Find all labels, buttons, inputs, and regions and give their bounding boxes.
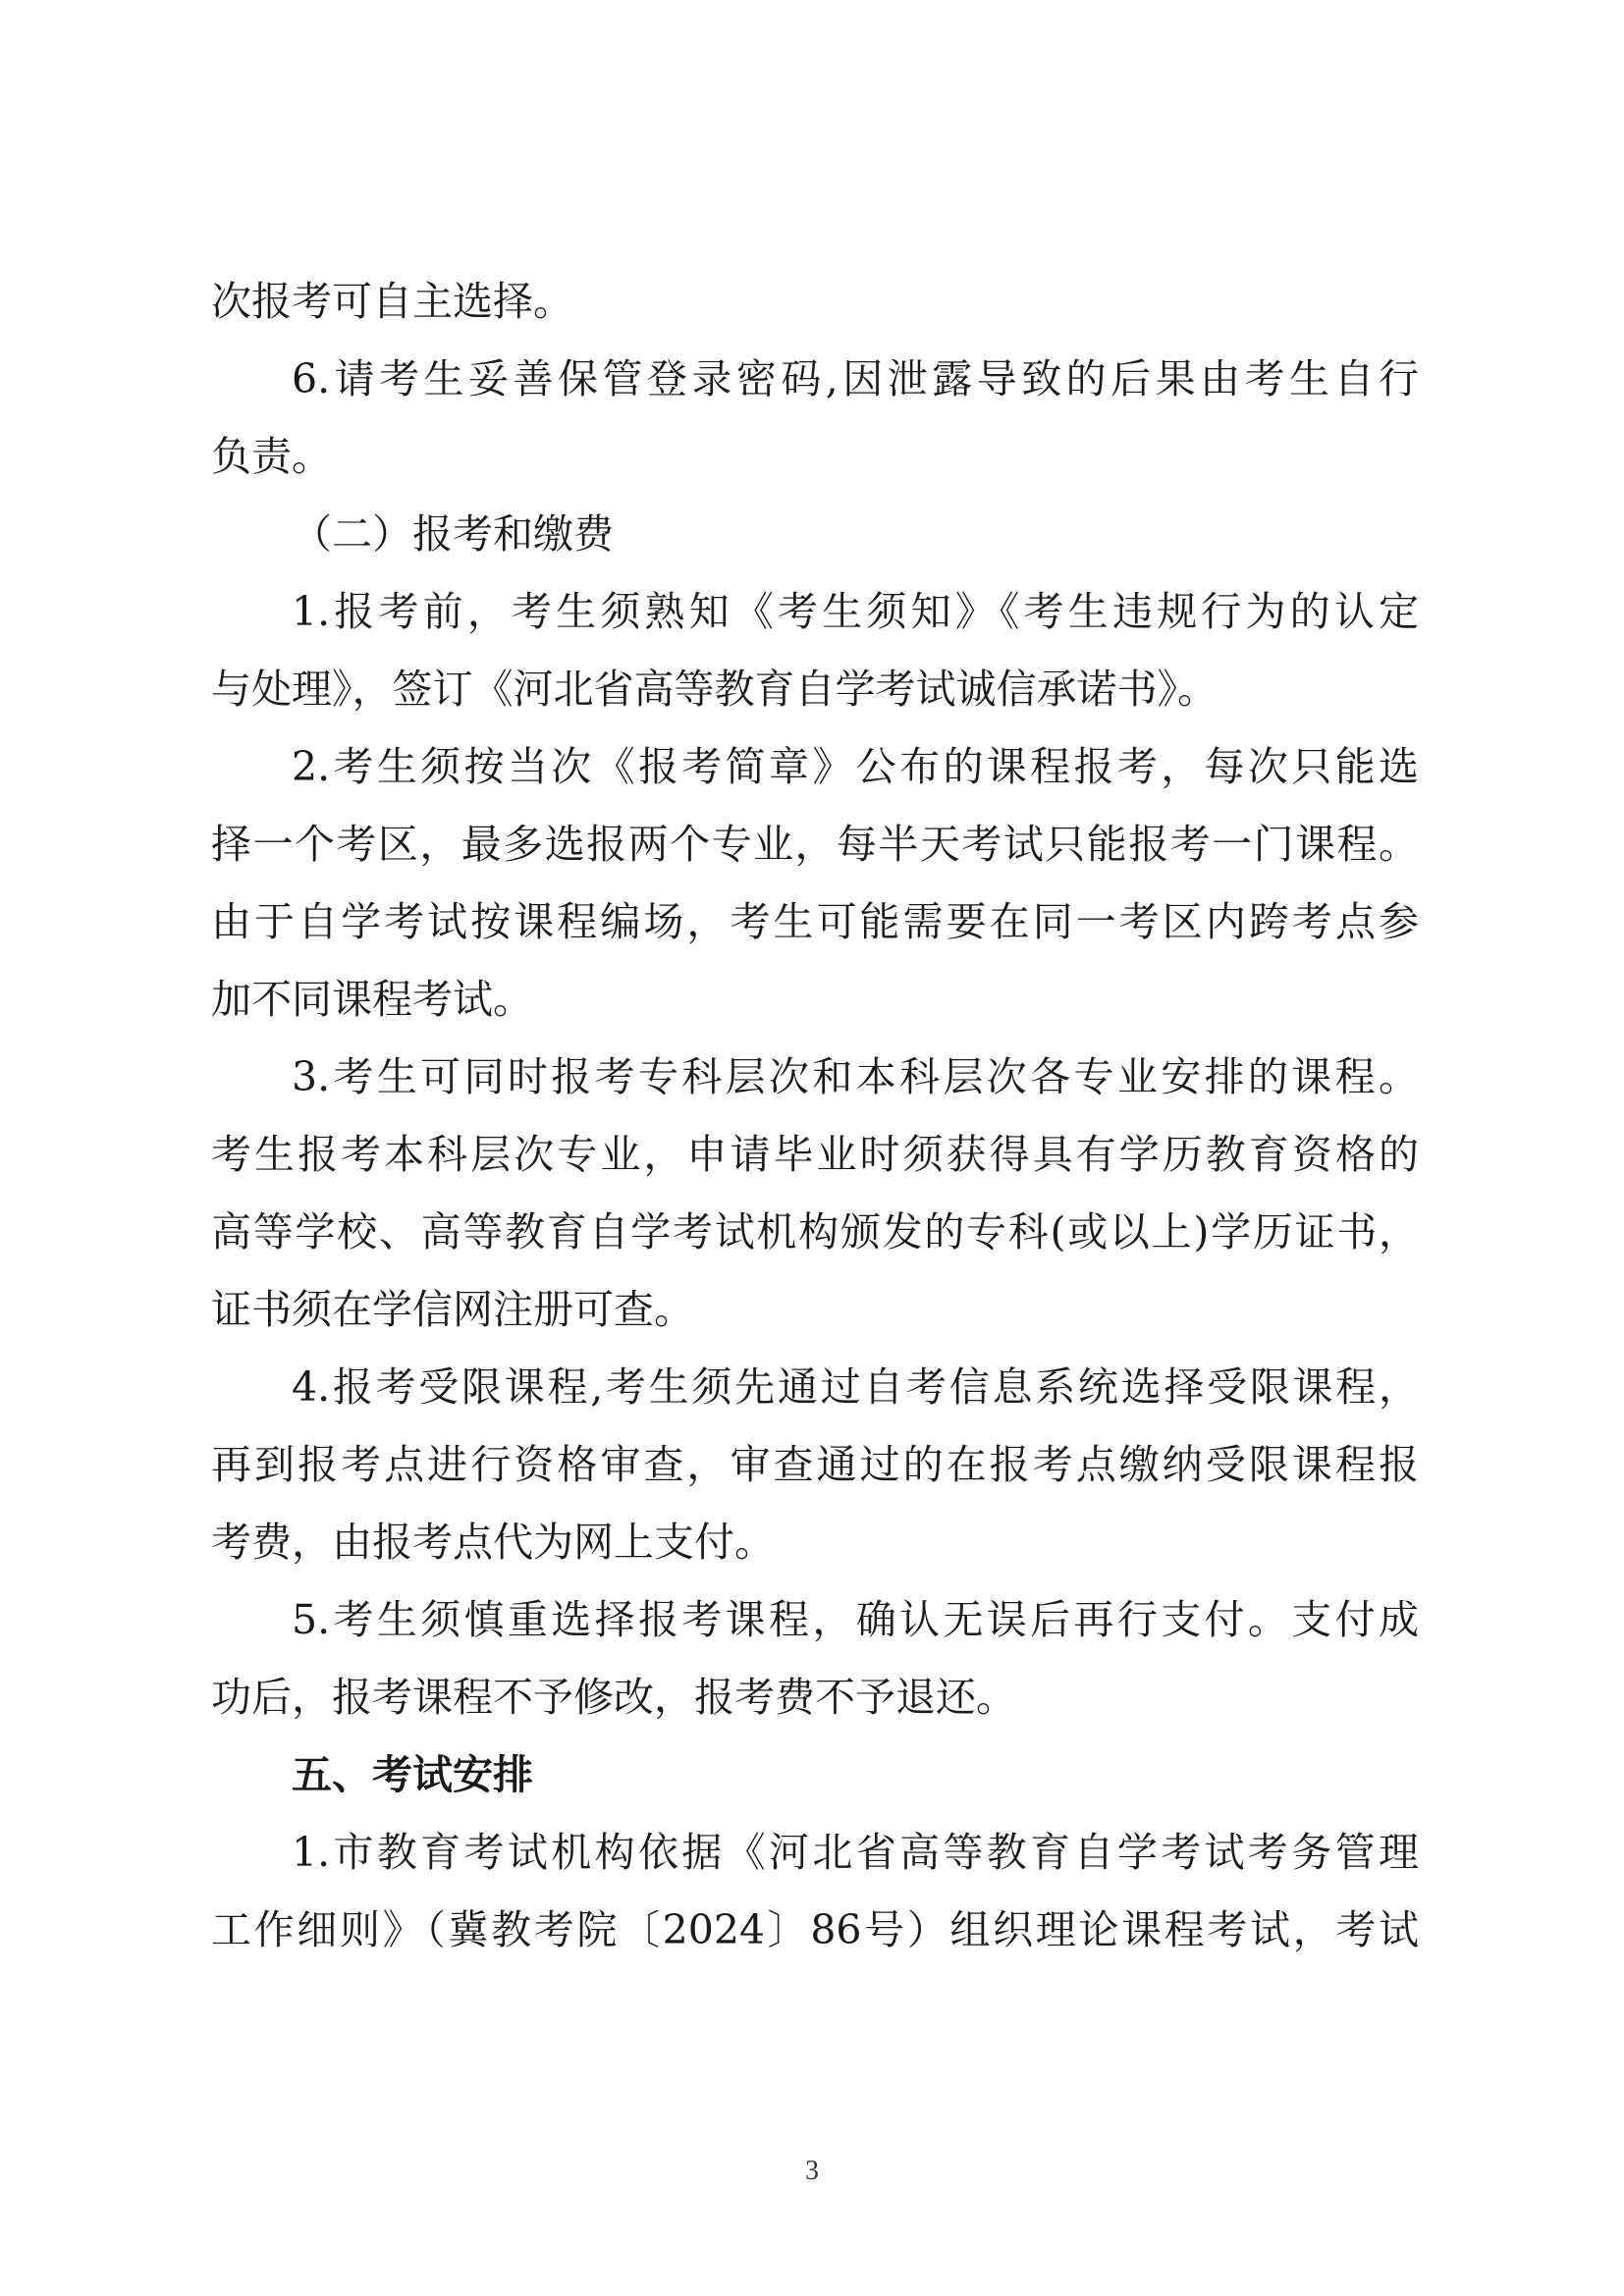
paragraph-line: 由于自学考试按课程编场，考生可能需要在同一考区内跨考点参	[211, 898, 1419, 945]
paragraph-line: 择一个考区，最多选报两个专业，每半天考试只能报考一门课程。	[211, 821, 1419, 868]
paragraph-line: 次报考可自主选择。	[211, 278, 573, 325]
paragraph-line: 高等学校、高等教育自学考试机构颁发的专科(或以上)学历证书，	[211, 1208, 1419, 1255]
paragraph-line: 1.报考前，考生须熟知《考生须知》《考生违规行为的认定	[292, 588, 1419, 635]
section-subheading: （二）报考和缴费	[292, 510, 614, 558]
paragraph-line: 与处理》，签订《河北省高等教育自学考试诚信承诺书》。	[211, 666, 1218, 713]
section-heading: 五、考试安排	[292, 1751, 533, 1798]
paragraph-line: 再到报考点进行资格审查，审查通过的在报考点缴纳受限课程报	[211, 1441, 1419, 1488]
page-number: 3	[805, 2156, 819, 2186]
paragraph-line: 1.市教育考试机构依据《河北省高等教育自学考试考务管理	[292, 1829, 1419, 1876]
paragraph-line: 功后，报考课程不予修改，报考费不予退还。	[211, 1674, 1016, 1721]
paragraph-line: 负责。	[211, 433, 332, 480]
paragraph-line: 证书须在学信网注册可查。	[211, 1286, 694, 1333]
paragraph-line: 加不同课程考试。	[211, 976, 533, 1023]
paragraph-line: 考生报考本科层次专业，申请毕业时须获得具有学历教育资格的	[211, 1131, 1419, 1178]
paragraph-line: 工作细则》（冀教考院〔2024〕86号）组织理论课程考试，考试	[211, 1906, 1419, 1953]
paragraph-line: 4.报考受限课程,考生须先通过自考信息系统选择受限课程，	[292, 1363, 1419, 1411]
paragraph-line: 3.考生可同时报考专科层次和本科层次各专业安排的课程。	[292, 1053, 1419, 1100]
paragraph-line: 6.请考生妥善保管登录密码,因泄露导致的后果由考生自行	[292, 355, 1419, 402]
document-body	[211, 263, 1419, 1969]
paragraph-line: 考费，由报考点代为网上支付。	[211, 1519, 775, 1566]
paragraph-line: 5.考生须慎重选择报考课程，确认无误后再行支付。支付成	[292, 1596, 1419, 1643]
paragraph-line: 2.考生须按当次《报考简章》公布的课程报考，每次只能选	[292, 743, 1419, 790]
